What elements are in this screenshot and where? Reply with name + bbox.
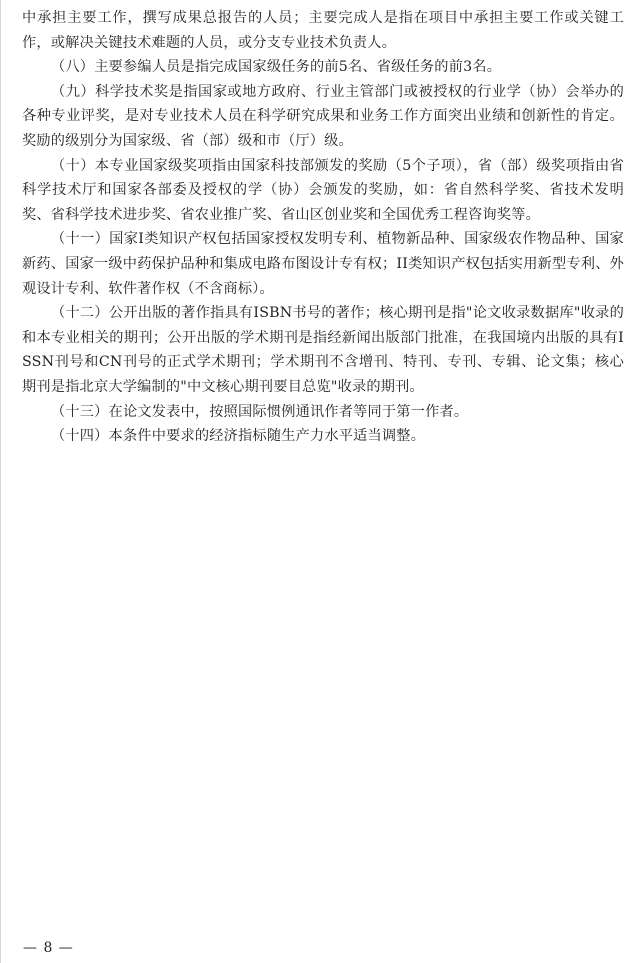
paragraph-item-11: （十一）国家I类知识产权包括国家授权发明专利、植物新品种、国家级农作物品种、国家新药、国家一级中药保护品种和集成电路布图设计专有权；II类知识产权包括实用新型专利、外观设计专利、软件著作权（不含商标）。 bbox=[22, 231, 624, 297]
body-text bbox=[22, 6, 624, 449]
paragraph-continuation: 中承担主要工作，撰写成果总报告的人员；主要完成人是指在项目中承担主要工作或关键工作，或解决关键技术难题的人员，或分支专业技术负责人。 bbox=[22, 10, 624, 51]
paragraph-item-14: （十四）本条件中要求的经济指标随生产力水平适当调整。 bbox=[51, 428, 426, 445]
paragraph-item-13: （十三）在论文发表中，按照国际惯例通讯作者等同于第一作者。 bbox=[51, 403, 469, 420]
paragraph-item-9: （九）科学技术奖是指国家或地方政府、行业主管部门或被授权的行业学（协）会举办的各种专业评奖，是对专业技术人员在科学研究成果和业务工作方面突出业绩和创新性的肯定。奖励的级别分为国家级、省（部）级和市（厅）级。 bbox=[22, 83, 624, 149]
paragraph-item-10: （十）本专业国家级奖项指由国家科技部颁发的奖励（5个子项），省（部）级奖项指由省科学技术厅和国家各部委及授权的学（协）会颁发的奖励，如：省自然科学奖、省技术发明奖、省科学技术进步奖、省农业推广奖、省山区创业奖和全国优秀工程咨询奖等。 bbox=[22, 157, 624, 223]
paragraph-item-12: （十二）公开出版的著作指具有ISBN书号的著作；核心期刊是指"论文收录数据库"收录的和本专业相关的期刊；公开出版的学术期刊是指经新闻出版部门批准，在我国境内出版的具有ISSN刊号和CN刊号的正式学术期刊；学术期刊不含增刊、特刊、专刊、专辑、论文集；核心期刊是指北京大学编制的"中文核心期刊要目总览"收录的期刊。 bbox=[22, 305, 624, 395]
page-number: — 8 — bbox=[23, 940, 74, 956]
paragraph-item-8: （八）主要参编人员是指完成国家级任务的前5名、省级任务的前3名。 bbox=[51, 59, 502, 76]
